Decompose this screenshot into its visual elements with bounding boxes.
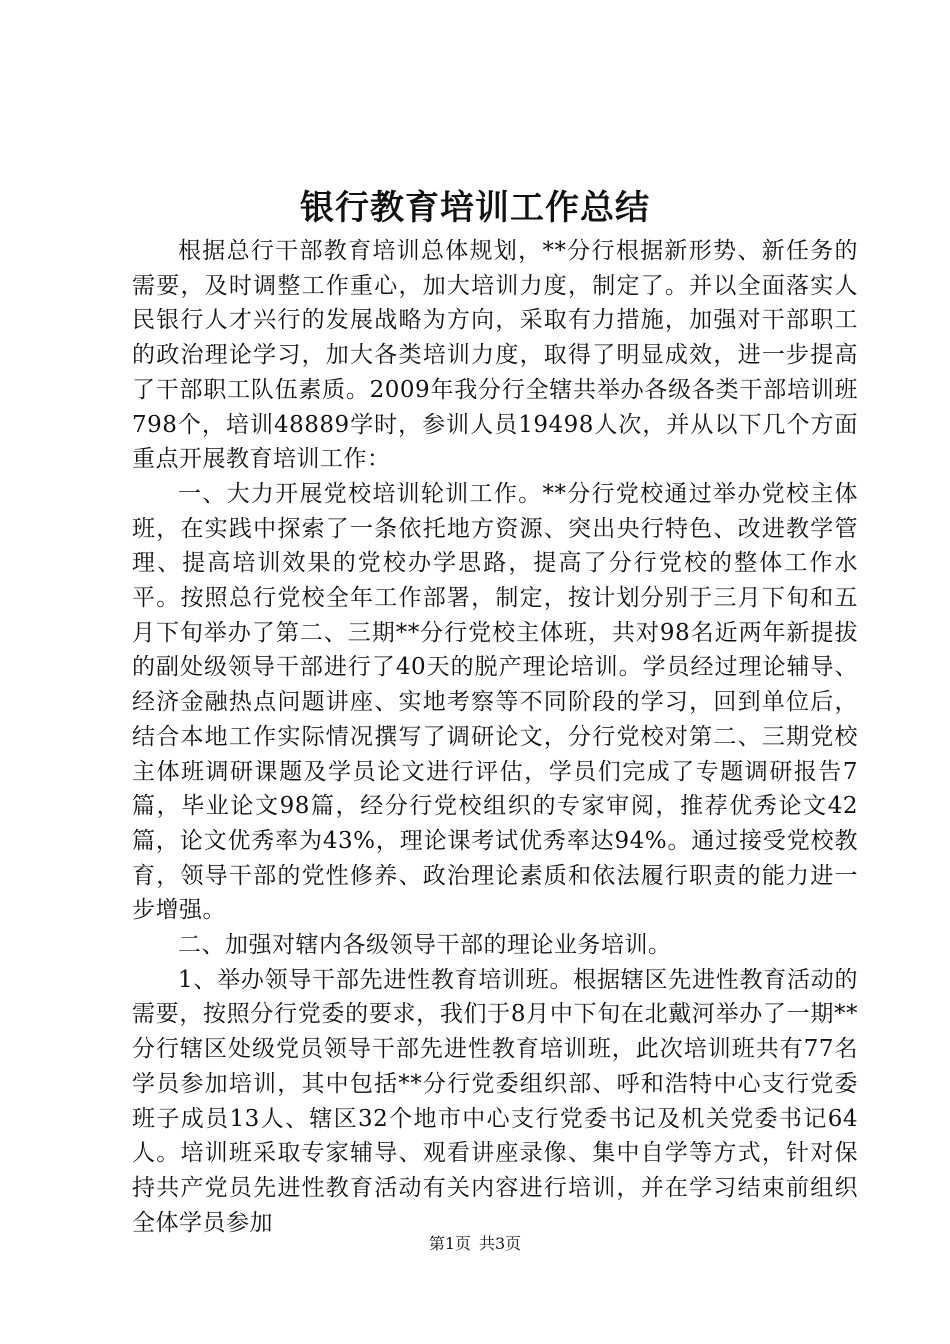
paragraph-section-1: 一、大力开展党校培训轮训工作。**分行党校通过举办党校主体班，在实践中探索了一条依托地方资源、突出央行特色、改进教学管理、提高培训效果的党校办学思路，提高了分行党校的整体工作水平。按照总行党校全年工作部署，制定，按计划分别于三月下旬和五月下旬举办了第二、三期**分行党校主体班，共对98名近两年新提拔的副处级领导干部进行了40天的脱产理论培训。学员经过理论辅导、经济金融热点问题讲座、实地考察等不同阶段的学习，回到单位后，结合本地工作实际情况撰写了调研论文，分行党校对第二、三期党校主体班调研课题及学员论文进行评估，学员们完成了专题调研报告7篇，毕业论文98篇，经分行党校组织的专家审阅，推荐优秀论文42篇，论文优秀率为43%，理论课考试优秀率达94%。通过接受党校教育，领导干部的党性修养、政治理论素质和依法履行职责的能力进一步增强。 <box>132 480 858 924</box>
page-footer <box>0 1232 950 1256</box>
paragraph-intro: 根据总行干部教育培训总体规划，**分行根据新形势、新任务的需要，及时调整工作重心，加大培训力度，制定了。并以全面落实人民银行人才兴行的发展战略为方向，采取有力措施，加强对干部职工的政治理论学习，加大各类培训力度，取得了明显成效，进一步提高了干部职工队伍素质。2009年我分行全辖共举办各级各类干部培训班798个，培训48889学时，参训人员19498人次，并从以下几个方面重点开展教育培训工作： <box>132 238 858 473</box>
page-total: 共3页 <box>479 1234 522 1253</box>
page-number: 第1页 <box>428 1234 471 1253</box>
document-title: 银行教育培训工作总结 <box>300 188 650 228</box>
paragraph-section-2-item-1: 1、举办领导干部先进性教育培训班。根据辖区先进性教育活动的需要，按照分行党委的要求，我们于8月中下旬在北戴河举办了一期**分行辖区处级党员领导干部先进性教育培训班，此次培训班共有77名学员参加培训，其中包括**分行党委组织部、呼和浩特中心支行党委班子成员13人、辖区32个地市中心支行党委书记及机关党委书记64人。培训班采取专家辅导、观看讲座录像、集中自学等方式，针对保持共产党员先进性教育活动有关内容进行培训，并在学习结束前组织全体学员参加 <box>132 966 858 1236</box>
document-body <box>132 234 858 1240</box>
paragraph-section-2-heading: 二、加强对辖内各级领导干部的理论业务培训。 <box>178 932 672 959</box>
